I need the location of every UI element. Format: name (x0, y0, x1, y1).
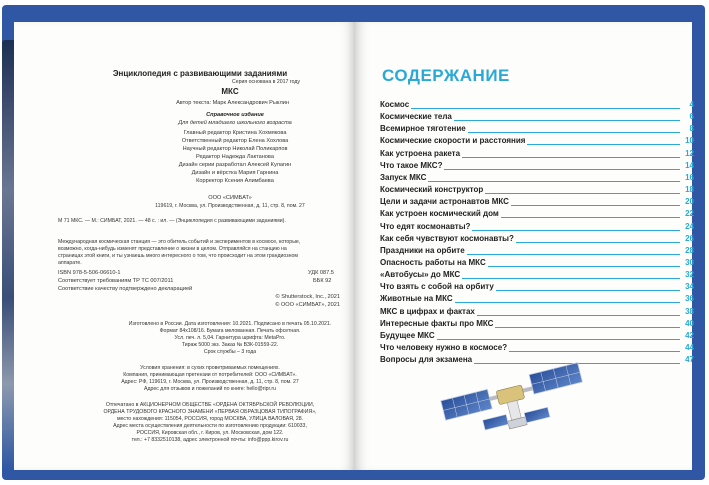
print-info-line: Срок службы – 3 года (203, 349, 257, 355)
toc-label: Как устроена ракета (380, 148, 461, 158)
credit-line: Дизайн и вёрстка Мария Гарнина (191, 170, 279, 176)
annotation-line: возможно, когда-нибудь изменят представление о жизни в целом. Отправляйся на станцию на (58, 246, 287, 252)
printing-house-line: Отпечатано в АКЦИОНЕРНОМ ОБЩЕСТВЕ «ОРДЕНА ОКТЯБРЬСКОЙ РЕВОЛЮЦИИ, (105, 402, 315, 408)
toc-label: МКС в цифрах и фактах (380, 306, 475, 316)
credit-line: Ответственный редактор Елена Хохлова (181, 138, 289, 144)
toc-page-number: 36 (685, 294, 694, 304)
credit-line: Дизайн серии разработал Алексей Кулагин (178, 162, 292, 168)
print-info-line: Изготовлено в России. Дата изготовления: 10.2021. Подписано в печать 05.10.2021. (128, 321, 332, 327)
toc-label: Космос (380, 100, 410, 109)
toc-label: Как себя чувствуют космонавты? (380, 233, 514, 243)
print-info-line: Тираж 5000 экз. Заказ № ВЗК-01559-22. (181, 342, 279, 348)
toc-page-number: 18 (685, 185, 694, 195)
toc-page-number: 16 (685, 172, 694, 182)
cover-edge-photo (2, 40, 14, 470)
printing-house-line: РОССИЯ, Кировская обл., г. Киров, ул. Московская, дом 122. (136, 430, 284, 436)
printing-house-line: ОРДЕНА ТРУДОВОГО КРАСНОГО ЗНАМЕНИ «ПЕРВАЯ ОБРАЗЦОВАЯ ТИПОГРАФИЯ», (103, 409, 317, 415)
credit-line: Главный редактор Кристина Хохмякова (183, 130, 287, 136)
print-info-line: Усл. печ. л. 5,04. Гарнитура шрифта: MetaPro. (174, 335, 286, 341)
toc-page-number: 32 (685, 270, 694, 280)
toc-label: Как устроен космический дом (380, 209, 499, 219)
toc-label: Космический конструктор (380, 185, 484, 195)
toc-label: Что такое МКС? (380, 160, 443, 170)
toc-page-number: 14 (685, 160, 694, 170)
toc-page-number: 12 (685, 148, 694, 158)
toc-label: Праздники на орбите (380, 245, 465, 255)
author-line: Автор текста: Марк Александрович Рыклин (176, 100, 289, 106)
isbn: ISBN 978-5-506-06610-1 (58, 270, 121, 276)
toc-label: Что едят космонавты? (380, 221, 471, 231)
toc-label: «Автобусы» до МКС (380, 270, 461, 280)
series-title: Энциклопедия с развивающими заданиями (112, 69, 288, 78)
credit-line: Корректор Ксения Алимбаева (196, 178, 274, 184)
conformity-line: Соответствие качеству подтверждено декларацией (58, 286, 193, 292)
catalog-line: М 71 МКС. — М.: СИМБАТ, 2021. — 48 с. : ил. — (Энциклопедия с развивающими заданиями). (58, 218, 286, 224)
toc-label: Что человеку нужно в космосе? (380, 343, 508, 352)
toc-title: СОДЕРЖАНИЕ (382, 66, 510, 85)
series-founded: Серия основана в 2017 году (231, 79, 300, 85)
annotation-line: страницах этой книги, и ты узнаешь много интересного о том, что происходит на этом грандиозном (58, 253, 298, 259)
toc-page-number: 6 (689, 112, 694, 122)
storage-info-line: Адрес: РФ, 119619, г. Москва, ул. Производственная, д. 11, стр. 8, пом. 27 (121, 379, 299, 385)
annotation-line: аппарате. (58, 260, 82, 266)
credit-line: Редактор Надежда Лактанова (196, 154, 274, 160)
toc-page-number: 47 (685, 355, 694, 365)
book-title: МКС (221, 87, 239, 96)
toc-page-number: 38 (685, 306, 694, 316)
toc-page-number: 22 (685, 209, 694, 219)
toc-label: Будущее МКС (380, 330, 435, 340)
annotation-line: Международная космическая станция — это обитель событий и экспериментов в космосе, которые, (58, 239, 301, 245)
toc-label: Цели и задачи астронавтов МКС (380, 197, 509, 207)
toc-label: Вопросы для экзамена (380, 355, 473, 365)
bbk: ББК 92 (313, 278, 332, 284)
toc-page-number: 44 (685, 343, 694, 352)
publisher-address: 119619, г. Москва, ул. Производственная, д. 11, стр. 8, пом. 27 (155, 203, 305, 209)
toc-label: Запуск МКС (380, 172, 427, 182)
toc-page-number: 42 (685, 330, 694, 340)
credit-line: Научный редактор Николай Поликарпов (182, 146, 288, 152)
udk: УДК 087.5 (308, 270, 334, 276)
printing-house-line: место нахождения: 115054, РОССИЯ, город МОСКВА, УЛИЦА ВАЛОВАЯ, 28. (116, 416, 304, 422)
conformity-line: Соответствует требованиям ТР ТС 007/2011 (58, 278, 174, 284)
storage-info-line: Условия хранения: в сухих проветриваемых помещениях. (140, 365, 280, 371)
toc-page-number: 26 (685, 233, 694, 243)
space-station-illustration (440, 357, 590, 452)
toc-page-number: 10 (685, 136, 694, 146)
toc-page-number: 24 (685, 221, 694, 231)
toc-page-number: 34 (685, 282, 694, 292)
toc-page-number: 20 (685, 197, 694, 207)
toc-page-number: 8 (689, 124, 694, 134)
toc-label: Интересные факты про МКС (380, 318, 494, 328)
toc-label: Космические тела (380, 112, 452, 122)
toc-label: Животные на МКС (380, 294, 453, 304)
toc-page-number: 40 (685, 318, 694, 328)
toc-label: Всемирное тяготение (380, 124, 466, 134)
storage-info-line: Адрес для отзывов и пожеланий по книге: hello@ripr.ru (144, 386, 276, 392)
toc-page-number: 4 (689, 100, 694, 109)
copyright-line: © Shutterstock, Inc., 2021 (275, 294, 340, 300)
toc-page-number: 28 (685, 245, 694, 255)
toc-label: Что взять с собой на орбиту (380, 282, 494, 292)
storage-info-line: Компания, принимающая претензии от потребителей: ООО «СИМБАТ». (123, 372, 297, 378)
audience-line: Для детей младшего школьного возраста (178, 120, 292, 126)
toc-page-number: 30 (685, 257, 694, 267)
copyright-line: © ООО «СИМБАТ», 2021 (275, 302, 340, 308)
toc-label: Космические скорости и расстояния (380, 136, 526, 146)
printing-house-line: тел.: +7 8332510138, адрес электронной почты: info@ppp.kirov.ru (131, 437, 289, 443)
printing-house-line: Адрес места осуществления деятельности по изготовлению продукции: 610033, (113, 423, 307, 429)
toc-label: Опасность работы на МКС (380, 257, 486, 267)
publisher-name: ООО «СИМБАТ» (208, 195, 252, 201)
print-info-line: Формат 84х108/16. Бумага мелованная. Печать офсетная. (159, 328, 301, 334)
edition-type: Справочное издание (206, 112, 264, 118)
